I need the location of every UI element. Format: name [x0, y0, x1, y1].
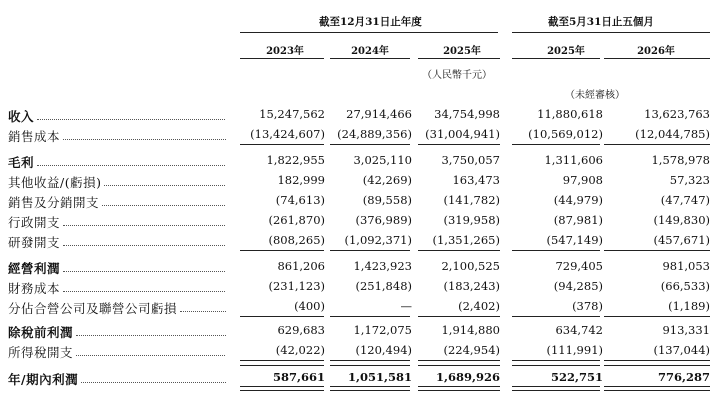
header-rule-left	[240, 32, 498, 33]
subtotal-rule	[240, 316, 324, 317]
row-value: (547,149)	[546, 233, 603, 247]
subtotal-rule	[512, 360, 600, 361]
total-double-rule	[418, 386, 500, 391]
header-rule-right	[512, 32, 710, 33]
pre-total-rule	[240, 365, 324, 366]
row-value: 1,423,923	[353, 259, 412, 273]
table-row	[0, 170, 720, 190]
subtotal-rule	[330, 316, 410, 317]
year-rule-3	[418, 58, 500, 59]
row-value: 861,206	[277, 259, 325, 273]
subtotal-rule	[240, 144, 324, 145]
leader-dots	[76, 323, 226, 336]
row-value: —	[400, 299, 412, 313]
row-value: (42,022)	[275, 343, 325, 357]
row-label: 毛利	[8, 155, 35, 170]
year-header-2025-period: 2025年	[547, 46, 585, 57]
row-value: (183,243)	[443, 279, 500, 293]
row-value: 629,683	[277, 323, 325, 337]
leader-dots	[76, 343, 225, 356]
subtotal-rule	[604, 144, 710, 145]
year-rule-1	[240, 58, 324, 59]
row-value: 11,880,618	[537, 107, 603, 121]
row-value: (376,989)	[355, 213, 412, 227]
row-value: (47,747)	[660, 193, 710, 207]
row-value: 981,053	[662, 259, 710, 273]
row-value: 729,405	[555, 259, 603, 273]
leader-dots	[102, 193, 225, 206]
table-row	[0, 230, 720, 250]
subtotal-rule	[240, 250, 324, 251]
subtotal-rule	[604, 360, 710, 361]
row-value: 587,661	[272, 370, 325, 384]
subtotal-rule	[512, 144, 600, 145]
table-row	[0, 276, 720, 296]
leader-dots	[63, 213, 225, 226]
pre-total-rule	[512, 365, 600, 366]
table-row	[0, 210, 720, 230]
row-label: 經營利潤	[8, 261, 61, 276]
subtotal-rule	[330, 144, 410, 145]
row-value: 1,172,075	[353, 323, 412, 337]
row-value: (1,351,265)	[432, 233, 500, 247]
row-value: 13,623,763	[644, 107, 710, 121]
row-value: 1,051,581	[347, 370, 412, 384]
row-value: (457,671)	[653, 233, 710, 247]
table-row	[0, 256, 720, 276]
group-header-fiscal-years: 截至12月31日止年度	[319, 16, 422, 28]
row-label: 除稅前利潤	[8, 325, 74, 340]
leader-dots	[63, 233, 225, 246]
unaudited-note: （未經審核）	[565, 90, 625, 101]
row-value: 163,473	[452, 173, 500, 187]
row-value: 634,742	[555, 323, 603, 337]
subtotal-rule	[512, 250, 600, 251]
subtotal-rule	[512, 316, 600, 317]
table-row	[0, 320, 720, 340]
row-value: (378)	[572, 299, 603, 313]
row-value: (400)	[294, 299, 325, 313]
subtotal-rule	[418, 250, 500, 251]
row-value: 57,323	[669, 173, 710, 187]
row-value: 776,287	[657, 370, 710, 384]
row-value: 1,822,955	[266, 153, 325, 167]
row-value: 3,025,110	[353, 153, 412, 167]
row-value: (141,782)	[443, 193, 500, 207]
row-value: (111,991)	[546, 343, 603, 357]
leader-dots	[63, 259, 225, 272]
pre-total-rule	[418, 365, 500, 366]
row-value: (137,044)	[653, 343, 710, 357]
row-value: 3,750,057	[441, 153, 500, 167]
row-value: 1,578,978	[651, 153, 710, 167]
row-value: 522,751	[550, 370, 603, 384]
year-header-2023: 2023年	[266, 46, 304, 57]
row-value: 1,689,926	[435, 370, 500, 384]
row-label: 其他收益/(虧損)	[8, 175, 102, 190]
row-value: (74,613)	[275, 193, 325, 207]
row-value: (251,848)	[355, 279, 412, 293]
row-value: (87,981)	[553, 213, 603, 227]
row-value: (42,269)	[362, 173, 412, 187]
row-value: (808,265)	[268, 233, 325, 247]
row-label: 分佔合營公司及聯營公司虧損	[8, 301, 178, 316]
row-value: 182,999	[277, 173, 325, 187]
year-header-2026-period: 2026年	[637, 46, 675, 57]
subtotal-rule	[330, 360, 410, 361]
year-rule-5	[604, 58, 710, 59]
year-header-2024: 2024年	[351, 46, 389, 57]
row-label: 行政開支	[8, 215, 61, 230]
row-value: 2,100,525	[441, 259, 500, 273]
row-value: (1,092,371)	[344, 233, 412, 247]
row-value: 913,331	[662, 323, 710, 337]
row-label: 收入	[8, 109, 35, 124]
group-header-five-months: 截至5月31日止五個月	[548, 16, 654, 28]
row-value: (149,830)	[653, 213, 710, 227]
table-row	[0, 367, 720, 387]
row-label: 所得稅開支	[8, 345, 74, 360]
row-value: (24,889,356)	[337, 127, 412, 141]
subtotal-rule	[418, 316, 500, 317]
leader-dots	[37, 153, 225, 166]
row-value: 1,311,606	[544, 153, 603, 167]
row-value: (12,044,785)	[635, 127, 710, 141]
unit-note: （人民幣千元）	[422, 70, 492, 81]
leader-dots	[63, 127, 226, 140]
leader-dots	[81, 370, 226, 383]
row-value: (94,285)	[553, 279, 603, 293]
subtotal-rule	[330, 250, 410, 251]
leader-dots	[180, 299, 226, 312]
row-label: 財務成本	[8, 281, 61, 296]
row-value: (120,494)	[355, 343, 412, 357]
row-label: 研發開支	[8, 235, 61, 250]
table-row	[0, 340, 720, 360]
year-rule-2	[330, 58, 410, 59]
leader-dots	[104, 173, 225, 186]
row-value: 34,754,998	[434, 107, 500, 121]
subtotal-rule	[604, 316, 710, 317]
leader-dots	[63, 279, 225, 292]
table-row	[0, 104, 720, 124]
row-value: (319,958)	[443, 213, 500, 227]
row-value: (10,569,012)	[528, 127, 603, 141]
row-label: 銷售及分銷開支	[8, 195, 100, 210]
subtotal-rule	[604, 250, 710, 251]
row-value: (2,402)	[458, 299, 500, 313]
row-value: 1,914,880	[441, 323, 500, 337]
total-double-rule	[512, 386, 600, 391]
row-value: (261,870)	[268, 213, 325, 227]
total-double-rule	[330, 386, 410, 391]
subtotal-rule	[418, 360, 500, 361]
subtotal-rule	[418, 144, 500, 145]
row-value: (1,189)	[668, 299, 710, 313]
row-value: 15,247,562	[259, 107, 325, 121]
subtotal-rule	[240, 360, 324, 361]
year-header-2025: 2025年	[443, 46, 481, 57]
row-value: (224,954)	[443, 343, 500, 357]
table-row	[0, 296, 720, 316]
row-value: (66,533)	[660, 279, 710, 293]
leader-dots	[37, 107, 225, 120]
year-rule-4	[512, 58, 600, 59]
row-value: (13,424,607)	[250, 127, 325, 141]
row-value: (231,123)	[268, 279, 325, 293]
table-row	[0, 124, 720, 144]
row-value: 97,908	[562, 173, 603, 187]
pre-total-rule	[604, 365, 710, 366]
table-row	[0, 190, 720, 210]
total-double-rule	[240, 386, 324, 391]
row-value: (44,979)	[553, 193, 603, 207]
table-row	[0, 150, 720, 170]
total-double-rule	[604, 386, 710, 391]
row-label: 年/期內利潤	[8, 372, 79, 387]
row-label: 銷售成本	[8, 129, 61, 144]
row-value: 27,914,466	[346, 107, 412, 121]
row-value: (89,558)	[362, 193, 412, 207]
row-value: (31,004,941)	[425, 127, 500, 141]
pre-total-rule	[330, 365, 410, 366]
